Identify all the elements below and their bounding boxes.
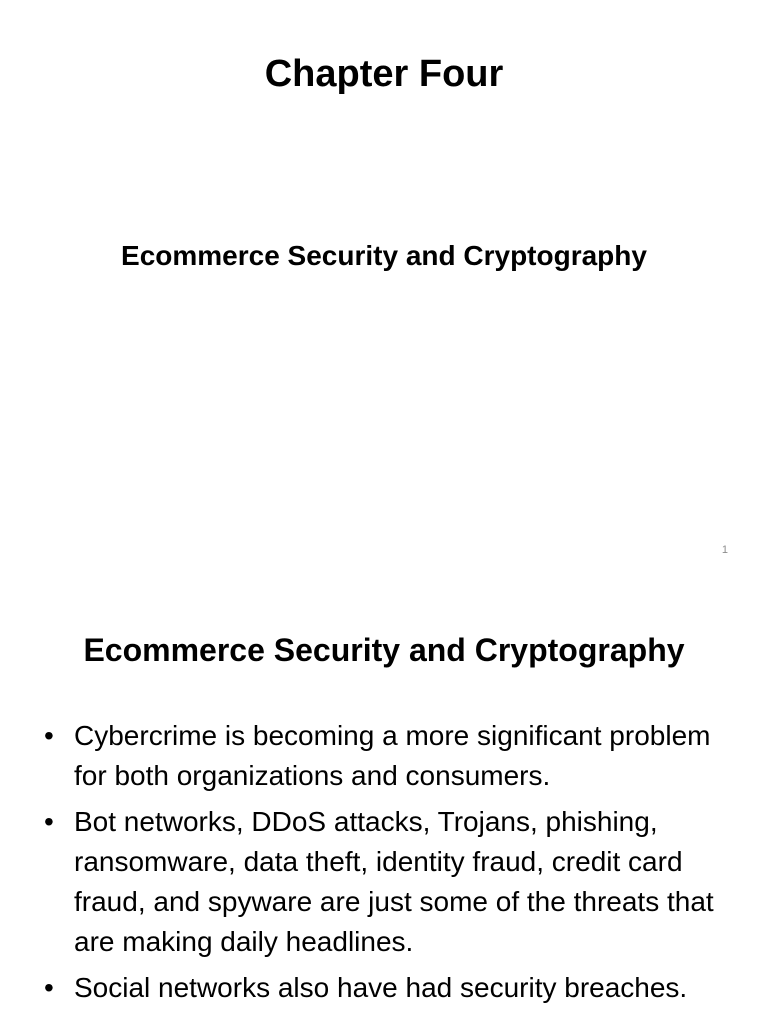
bullet-text: Social networks also have had security breaches. (74, 972, 688, 1003)
bullet-dot-icon: • (44, 972, 54, 1003)
bullet-dot-icon: • (44, 806, 54, 837)
slide-2 (0, 576, 768, 1024)
slide-title: Ecommerce Security and Cryptography (83, 632, 685, 668)
bullet-item (40, 968, 730, 1008)
bullet-text: Cybercrime is becoming a more significant problem for both organizations and consumers. (74, 720, 711, 791)
chapter-title: Chapter Four (264, 53, 504, 95)
bullet-item (40, 716, 730, 796)
bullet-item (40, 802, 730, 962)
bullet-list (40, 716, 730, 1014)
page-number: 1 (721, 544, 728, 556)
bullet-text: Bot networks, DDoS attacks, Trojans, phishing, ransomware, data theft, identity fraud, credit card fraud, and spyware are just some of the threats that are making daily headlines. (74, 806, 714, 957)
slide-subtitle: Ecommerce Security and Cryptography (121, 240, 647, 271)
bullet-dot-icon: • (44, 720, 54, 751)
